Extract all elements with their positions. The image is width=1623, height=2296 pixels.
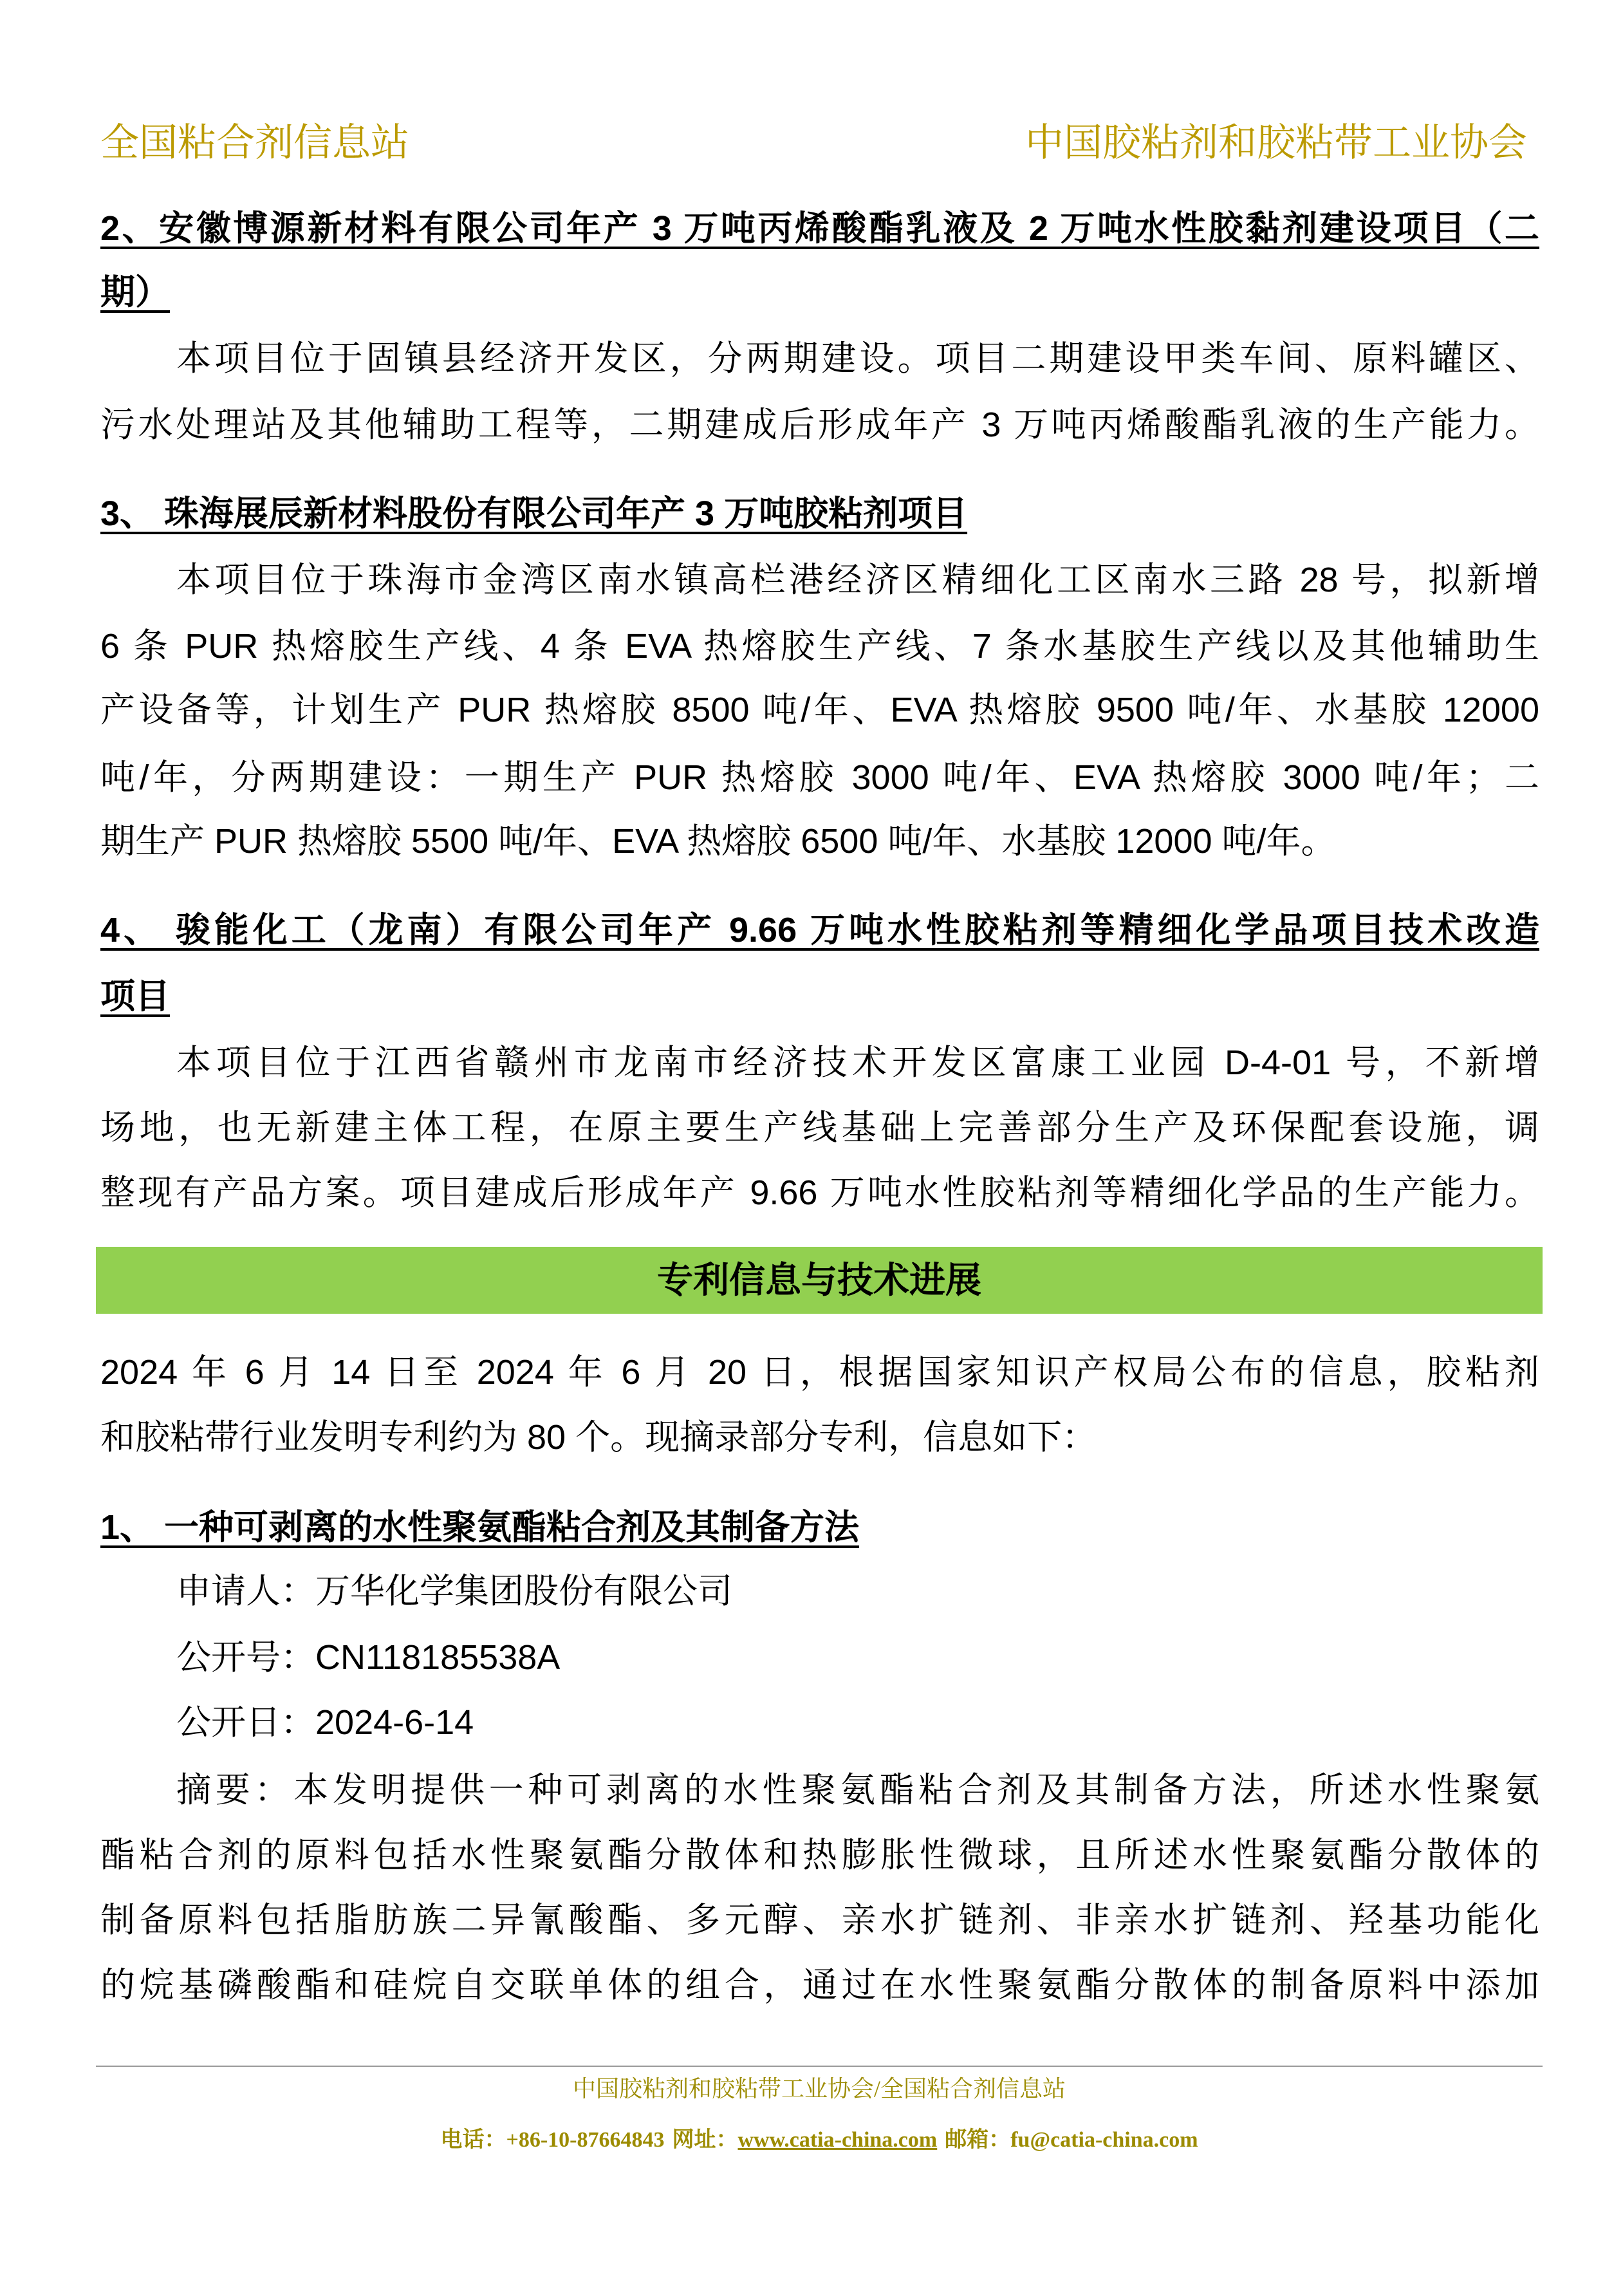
project-title-line: 2、安徽博源新材料有限公司年产 3 万吨丙烯酸酯乳液及 2 万吨水性胶黏剂建设项目（二 — [100, 209, 1539, 248]
header-right-title: 中国胶粘剂和胶粘带工业协会 — [1025, 121, 1527, 164]
patent-title: 1、 一种可剥离的水性聚氨酯粘合剂及其制备方法 — [100, 1508, 860, 1547]
project-title-line: 期） — [100, 273, 170, 312]
phone-number: +86-10-87664843 — [506, 2128, 665, 2152]
project-title-line: 项目 — [100, 977, 170, 1016]
email-label: 邮箱： — [945, 2128, 1011, 2152]
phone-label: 电话： — [440, 2128, 506, 2152]
project-body-line: 吨/年，分两期建设：一期生产 PUR 热熔胶 3000 吨/年、EVA 热熔胶 3000 吨/年；二 — [100, 758, 1539, 797]
patent-abstract-line: 制备原料包括脂肪族二异氰酸酯、多元醇、亲水扩链剂、非亲水扩链剂、羟基功能化 — [100, 1901, 1539, 1939]
patents-intro-line: 和胶粘带行业发明专利约为 80 个。现摘录部分专利，信息如下： — [100, 1418, 1097, 1457]
footer-organization: 中国胶粘剂和胶粘带工业协会/全国粘合剂信息站 — [572, 2076, 1066, 2102]
pub-no-label: 公开号： — [176, 1638, 315, 1677]
email-address: fu@catia-china.com — [1010, 2128, 1198, 2152]
project-body-line: 6 条 PUR 热熔胶生产线、4 条 EVA 热熔胶生产线、7 条水基胶生产线以及其他辅助生 — [100, 627, 1539, 666]
applicant-value: 万华化学集团股份有限公司 — [315, 1572, 732, 1610]
project-body-line: 本项目位于珠海市金湾区南水镇高栏港经济区精细化工区南水三路 28 号，拟新增 — [176, 561, 1539, 599]
project-body-line: 本项目位于江西省赣州市龙南市经济技术开发区富康工业园 D-4-01 号，不新增 — [176, 1043, 1539, 1082]
project-title-line: 4、 骏能化工（龙南）有限公司年产 9.66 万吨水性胶粘剂等精细化学品项目技术改造 — [100, 911, 1539, 949]
applicant-label: 申请人： — [176, 1572, 315, 1610]
abstract-label: 摘要： — [176, 1771, 294, 1809]
patent-abstract-line: 的烷基磷酸酯和硅烷自交联单体的组合，通过在水性聚氨酯分散体的制备原料中添加 — [100, 1966, 1539, 2004]
project-body-line: 整现有产品方案。项目建成后形成年产 9.66 万吨水性胶粘剂等精细化学品的生产能力。 — [100, 1173, 1539, 1212]
website-label: 网址： — [672, 2128, 738, 2152]
patents-intro-line: 2024 年 6 月 14 日至 2024 年 6 月 20 日，根据国家知识产权局公布的信息，胶粘剂 — [100, 1353, 1539, 1392]
section-banner: 专利信息与技术进展 — [96, 1247, 1543, 1314]
pub-date-label: 公开日： — [176, 1703, 315, 1742]
header-left-title: 全国粘合剂信息站 — [100, 121, 409, 164]
project-body-line: 本项目位于固镇县经济开发区，分两期建设。项目二期建设甲类车间、原料罐区、 — [176, 339, 1539, 378]
footer-divider — [96, 2066, 1543, 2067]
patent-abstract-line — [176, 1758, 1539, 1822]
pub-date-value: 2024-6-14 — [315, 1703, 474, 1742]
patent-abstract-line: 酯粘合剂的原料包括水性聚氨酯分散体和热膨胀性微球，且所述水性聚氨酯分散体的 — [100, 1836, 1539, 1874]
patent-applicant — [176, 1559, 1539, 1623]
pub-no-value: CN118185538A — [315, 1638, 561, 1677]
patent-publication-date — [176, 1690, 1539, 1755]
project-body-line: 场地，也无新建主体工程，在原主要生产线基础上完善部分生产及环保配套设施，调 — [100, 1108, 1539, 1147]
patent-publication-number — [176, 1625, 1539, 1690]
abstract-text: 本发明提供一种可剥离的水性聚氨酯粘合剂及其制备方法，所述水性聚氨 — [293, 1771, 1540, 1809]
website-link[interactable]: www.catia-china.com — [737, 2128, 938, 2152]
project-body-line: 污水处理站及其他辅助工程等，二期建成后形成年产 3 万吨丙烯酸酯乳液的生产能力。 — [100, 406, 1539, 444]
project-body-line: 产设备等，计划生产 PUR 热熔胶 8500 吨/年、EVA 热熔胶 9500 吨/年、水基胶 12000 — [100, 691, 1539, 729]
footer-contact — [96, 2125, 1543, 2155]
project-body-line: 期生产 PUR 热熔胶 5500 吨/年、EVA 热熔胶 6500 吨/年、水基胶 12000 吨/年。 — [100, 822, 1336, 861]
project-title-line: 3、 珠海展辰新材料股份有限公司年产 3 万吨胶粘剂项目 — [100, 494, 968, 533]
